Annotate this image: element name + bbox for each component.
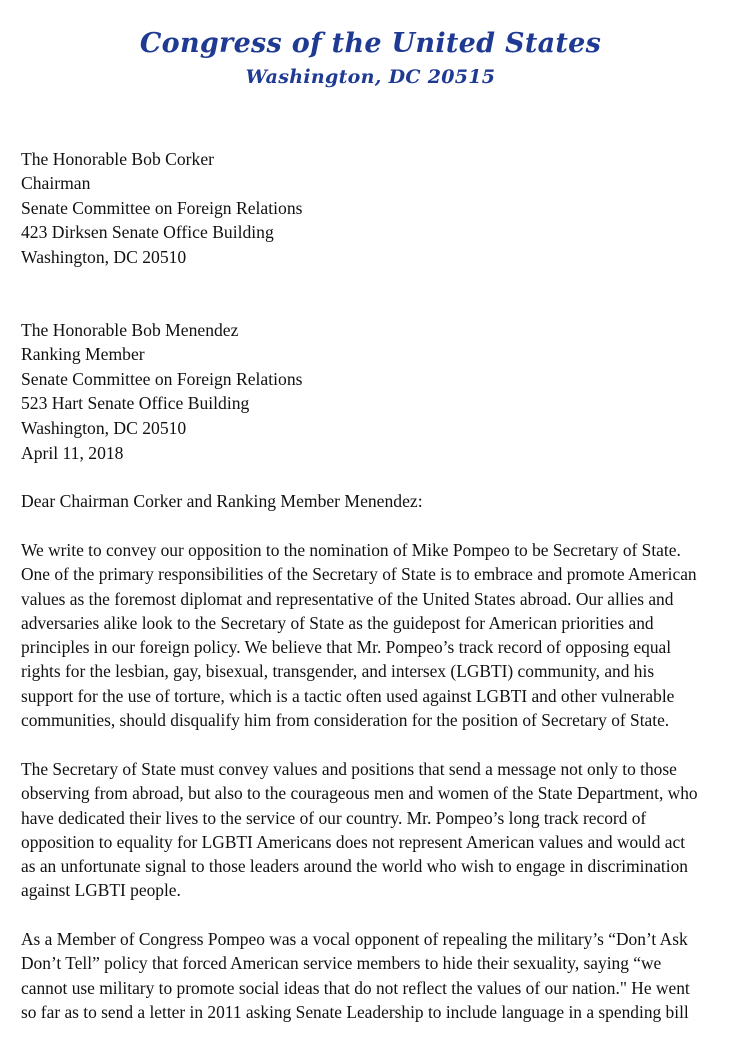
paragraph-line: support for the use of torture, which is a tactic often used against LGBTI and other vulnerable [21, 685, 675, 706]
paragraph-line: One of the primary responsibilities of the Secretary of State is to embrace and promote American [21, 564, 697, 585]
address-line: The Honorable Bob Menendez [21, 320, 239, 340]
paragraph-line: as an unfortunate signal to those leaders around the world who wish to engage in discrimination [21, 856, 688, 877]
address-line: Senate Committee on Foreign Relations [21, 368, 303, 389]
salutation: Dear Chairman Corker and Ranking Member Menendez: [21, 491, 423, 511]
paragraph-line: cannot use military to promote social ideas that do not reflect the values of our nation." He went [21, 977, 690, 998]
recipient-address-chairman [21, 147, 726, 269]
address-line: Chairman [21, 173, 91, 194]
address-line: Washington, DC 20510 [21, 246, 187, 267]
paragraph-line: adversaries alike look to the Secretary of State as the guidepost for American priorities and [21, 612, 654, 633]
letterhead-title: Congress of the United States [139, 28, 602, 59]
paragraph-line: We write to convey our opposition to the nomination of Mike Pompeo to be Secretary of State. [21, 540, 681, 560]
body-paragraph-3 [21, 927, 733, 1024]
paragraph-line: have dedicated their lives to the service of our country. Mr. Pompeo’s long track record of [21, 807, 647, 828]
paragraph-line: communities, should disqualify him from consideration for the position of Secretary of State. [21, 710, 670, 731]
body-paragraph-1 [21, 538, 733, 732]
paragraph-line: The Secretary of State must convey values and positions that send a message not only to those [21, 759, 677, 779]
body-paragraph-2 [21, 757, 733, 903]
paragraph-line: opposition to equality for LGBTI Americans does not represent American values and would act [21, 831, 686, 852]
paragraph-line: Don’t Tell” policy that forced American service members to hide their sexuality, saying “we [21, 953, 662, 974]
address-line: 523 Hart Senate Office Building [21, 393, 250, 414]
paragraph-line: rights for the lesbian, gay, bisexual, transgender, and intersex (LGBTI) community, and his [21, 661, 655, 682]
paragraph-line: As a Member of Congress Pompeo was a vocal opponent of repealing the military’s “Don’t Ask [21, 929, 688, 949]
paragraph-line: observing from abroad, but also to the courageous men and women of the State Department, who [21, 783, 698, 804]
address-line: The Honorable Bob Corker [21, 149, 214, 169]
paragraph-line: values as the foremost diplomat and representative of the United States abroad. Our allies and [21, 588, 674, 609]
address-line: Senate Committee on Foreign Relations [21, 197, 303, 218]
address-line: Ranking Member [21, 344, 145, 365]
letterhead-location: Washington, DC 20515 [245, 66, 496, 88]
paragraph-line: against LGBTI people. [21, 880, 181, 901]
recipient-address-ranking-member [21, 318, 726, 440]
address-line: 423 Dirksen Senate Office Building [21, 222, 274, 243]
address-line: Washington, DC 20510 [21, 417, 187, 438]
paragraph-line: principles in our foreign policy. We believe that Mr. Pompeo’s track record of opposing equal [21, 637, 672, 658]
letter-date: April 11, 2018 [21, 443, 124, 463]
paragraph-line: so far as to send a letter in 2011 asking Senate Leadership to include language in a spending bill [21, 1001, 689, 1022]
